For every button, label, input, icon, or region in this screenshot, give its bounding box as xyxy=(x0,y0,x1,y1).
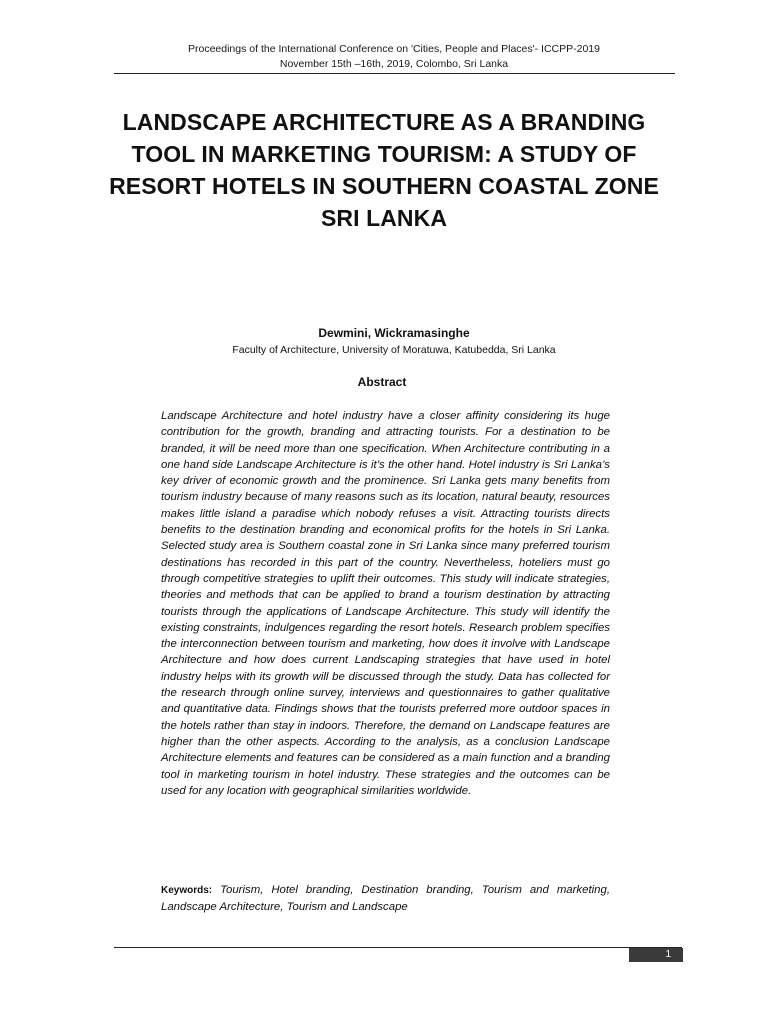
keywords xyxy=(161,882,610,916)
author-name: Dewmini, Wickramasinghe xyxy=(318,326,470,340)
keywords-text: Tourism, Hotel branding, Destination branding, Tourism and marketing, Landscape Architecture, Tourism and Landscape xyxy=(161,884,610,914)
footer-divider xyxy=(114,947,682,948)
running-header xyxy=(114,42,674,72)
paper-title: LANDSCAPE ARCHITECTURE AS A BRANDING TOOL IN MARKETING TOURISM: A STUDY OF RESORT HOTELS IN SOUTHERN COASTAL ZONE SRI LANKA xyxy=(109,109,659,231)
abstract-text: Landscape Architecture and hotel industry have a closer affinity considering its huge contribution for the growth, branding and attracting tourists. For a destination to be branded, it will be need more than one specification. When Architecture contributing in a one hand side Landscape Architecture is it’s the other hand. Hotel industry is Sri Lanka’s key driver of economic growth and the prominence. Sri Lanka gets many benefits from tourism industry because of many reasons such as its location, natural beauty, resources makes little island a paradise which nobody refuses a visit. Attracting tourists directs benefits to the destination branding and economical profits for the hotels in Sri Lanka. Selected study area is Southern coastal zone in Sri Lanka since many preferred tourism destinations has recorded in this part of the country. Nevertheless, hoteliers must go through competitive strategies to uplift their outcomes. This study will indicate strategies, theories and methods that can be applied to brand a tourism destination by attracting tourists through the applications of Landscape Architecture. This study will identify the existing constraints, indulgences regarding the resort hotels. Research problem specifies the interconnection between tourism and marketing, how does it involve with Landscape Architecture and how does current Landscaping strategies that have used in hotel industry helps with its growth will be discussed through the study. Data has collected for the research through online survey, interviews and questionnaires to gather qualitative and quantitative data. Findings shows that the tourists preferred more outdoor spaces in the hotels rather than stay in indoors. Therefore, the demand on Landscape features are higher than the other aspects. According to the analysis, as a conclusion Landscape Architecture elements and features can be considered as a main function and a branding tool in marketing tourism in hotel industry. These strategies and the outcomes can be used for any location with geographical similarities worldwide. xyxy=(161,410,610,797)
keywords-label: Keywords: xyxy=(161,885,213,896)
header-date-line: November 15th –16th, 2019, Colombo, Sri Lanka xyxy=(279,58,509,70)
header-divider xyxy=(114,73,675,74)
author-affiliation: Faculty of Architecture, University of Moratuwa, Katubedda, Sri Lanka xyxy=(232,344,556,356)
page-number-badge xyxy=(629,948,683,962)
abstract-heading: Abstract xyxy=(357,375,407,389)
header-conference-line: Proceedings of the International Conference on 'Cities, People and Places'- ICCPP-2019 xyxy=(187,43,600,55)
page-number: 1 xyxy=(665,949,671,960)
